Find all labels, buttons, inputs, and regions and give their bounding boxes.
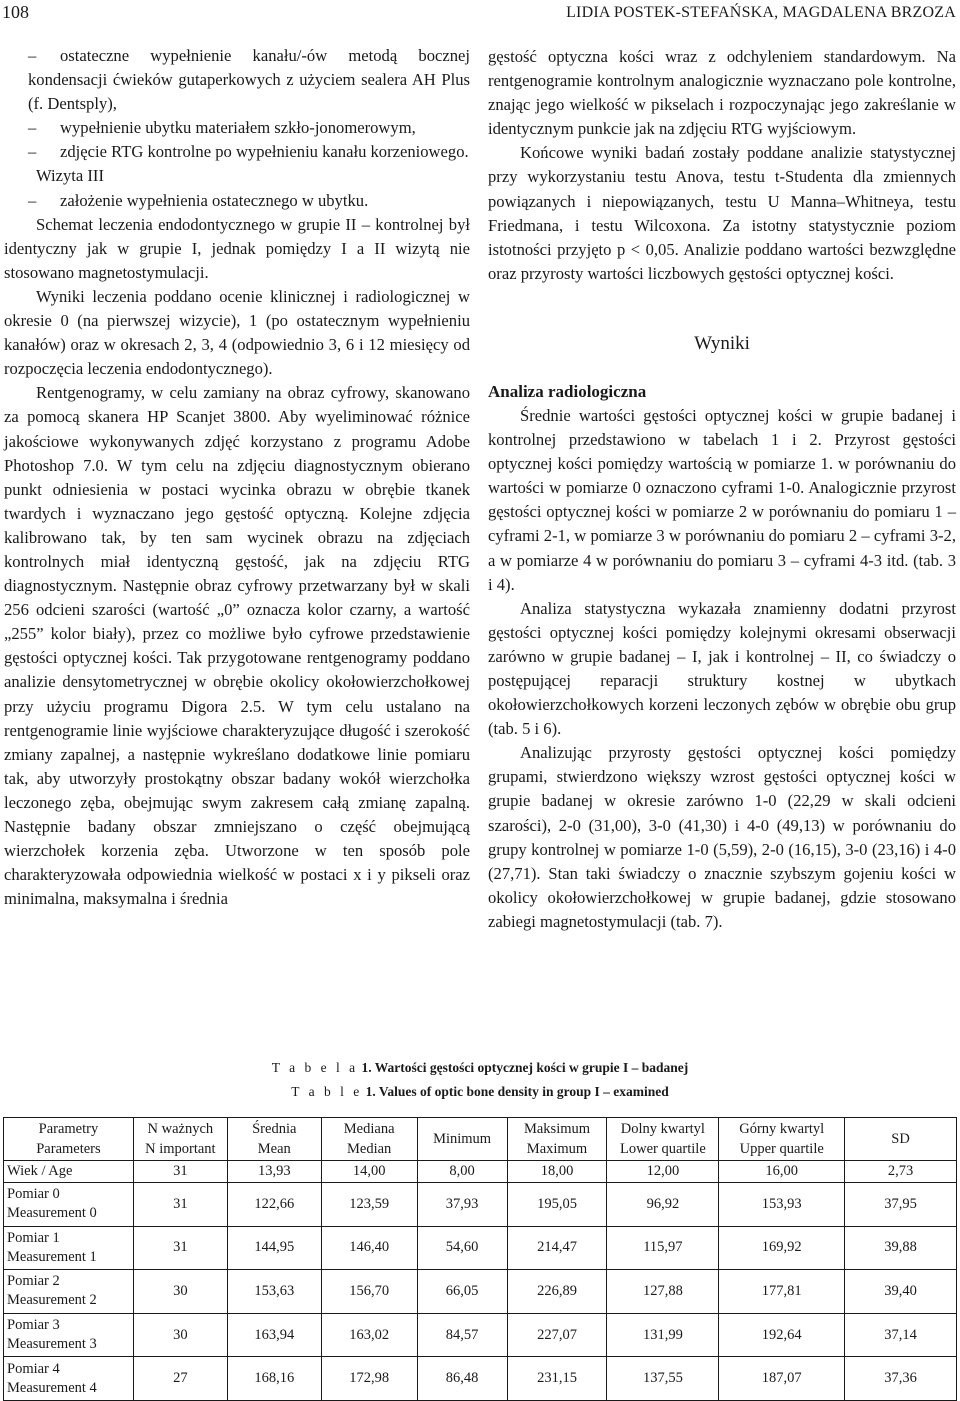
table-cell: 177,81 bbox=[719, 1270, 845, 1314]
table-cell: 96,92 bbox=[607, 1183, 719, 1227]
column-header: Minimum bbox=[417, 1118, 507, 1161]
table-cell: 39,40 bbox=[845, 1270, 957, 1314]
list-item: – założenie wypełnienia ostatecznego w ubytku. bbox=[4, 189, 470, 213]
column-header: N ważnych N important bbox=[133, 1118, 227, 1161]
table-cell: 30 bbox=[133, 1270, 227, 1314]
data-table bbox=[3, 1117, 957, 1401]
table-cell: 127,88 bbox=[607, 1270, 719, 1314]
table-cell: 153,63 bbox=[227, 1270, 321, 1314]
table-cell: 37,93 bbox=[417, 1183, 507, 1227]
list-item: – ostateczne wypełnienie kanału/-ów metodą bocznej kondensacji ćwieków gutaperkowych z użyciem sealera AH Plus (f. Dentsply), bbox=[4, 44, 470, 116]
row-label: Pomiar 1 Measurement 1 bbox=[4, 1226, 134, 1270]
caption-english bbox=[0, 1080, 960, 1104]
table-header-row bbox=[4, 1118, 957, 1161]
table-cell: 39,88 bbox=[845, 1226, 957, 1270]
body-paragraph: Schemat leczenia endodontycznego w grupie II – kontrolnej był identyczny jak w grupie I, jednak pomiędzy I a II wizytą nie stosowano magnetostymulacji. bbox=[4, 214, 470, 282]
table-cell: 172,98 bbox=[321, 1357, 417, 1401]
column-header: Maksimum Maximum bbox=[507, 1118, 607, 1161]
table-cell: 86,48 bbox=[417, 1357, 507, 1401]
body-paragraph: Średnie wartości gęstości optycznej kości w grupie badanej i kontrolnej przedstawiono w tabelach 1 i 2. Przyrost gęstości optycznej kości pomiędzy wartością w pomiarze 1. w porównaniu do wartości w pomiarze 0 oznaczono cyframi 1-0. Analogicznie przyrost gęstości optycznej kości w pomiarze 2 w porównaniu do pomiaru 1 – cyframi 2-1, w pomiarze 3 w porównaniu do pomiaru 2 – cyframi 3-2, a w pomiarze 4 w porównaniu do pomiaru 3 – cyframi 4-3 itd. (tab. 3 i 4). bbox=[488, 405, 956, 594]
subsection-heading: Analiza radiologiczna bbox=[488, 381, 647, 401]
table-cell: 226,89 bbox=[507, 1270, 607, 1314]
table-cell: 168,16 bbox=[227, 1357, 321, 1401]
table-cell: 169,92 bbox=[719, 1226, 845, 1270]
table-cell: 163,02 bbox=[321, 1313, 417, 1357]
table-row bbox=[4, 1183, 957, 1227]
page-number: 108 bbox=[2, 2, 29, 22]
table-row bbox=[4, 1313, 957, 1357]
table-caption bbox=[0, 1056, 960, 1104]
table-cell: 144,95 bbox=[227, 1226, 321, 1270]
table-cell: 16,00 bbox=[719, 1161, 845, 1183]
table-cell: 115,97 bbox=[607, 1226, 719, 1270]
running-head: LIDIA POSTEK-STEFAŃSKA, MAGDALENA BRZOZA bbox=[566, 4, 956, 21]
table-cell: 18,00 bbox=[507, 1161, 607, 1183]
page-header bbox=[0, 0, 960, 30]
table-cell: 153,93 bbox=[719, 1183, 845, 1227]
list-item: – zdjęcie RTG kontrolne po wypełnieniu kanału korzeniowego. bbox=[4, 140, 470, 164]
table-cell: 31 bbox=[133, 1161, 227, 1183]
dash-marker: – bbox=[28, 46, 37, 65]
column-header: Górny kwartyl Upper quartile bbox=[719, 1118, 845, 1161]
table-cell: 37,95 bbox=[845, 1183, 957, 1227]
left-column bbox=[4, 44, 470, 911]
body-paragraph: Końcowe wyniki badań zostały poddane analizie statystycznej przy wykorzystaniu testu Anova, testu t-Studenta dla zmiennych powiązanych i niepowiązanych, testu U Manna–Whitneya, testu Friedmana, i testu Wilcoxona. Za istotny statystycznie poziom istotności przyjęto p < 0,05. Analizie poddano wartości bezwzględne oraz przyrosty wartości liczbowych gęstości optycznej kości. bbox=[488, 143, 956, 283]
table-cell: 131,99 bbox=[607, 1313, 719, 1357]
table-cell: 192,64 bbox=[719, 1313, 845, 1357]
table-cell: 54,60 bbox=[417, 1226, 507, 1270]
table-cell: 37,14 bbox=[845, 1313, 957, 1357]
dash-marker: – bbox=[28, 118, 37, 138]
table-cell: 84,57 bbox=[417, 1313, 507, 1357]
body-paragraph: Analizując przyrosty gęstości optycznej kości pomiędzy grupami, stwierdzono większy wzrost gęstości optycznej kości w grupie badanej w okresie zarówno 1-0 (22,29 w skali odcieni szarości), 2-0 (31,00), 3-0 (41,30) i 4-0 (49,13) w porównaniu do grupy kontrolnej w pomiarze 1-0 (5,59), 2-0 (16,15), 3-0 (23,16) i 4-0 (27,71). Stan taki świadczy o znacznie szybszym gojeniu kości w okolicy okołowierzchołkowej w grupie badanej, gdzie stosowano zabiegi magnetostymulacji (tab. 7). bbox=[488, 743, 956, 931]
body-paragraph: Wyniki leczenia poddano ocenie klinicznej i radiologicznej w okresie 0 (na pierwszej wizycie), 1 (po ostatecznym wypełnieniu kanałów) oraz w okresach 2, 3, 4 (odpowiednio 3, 6 i 12 miesięcy od rozpoczęcia leczenia endodontycznego). bbox=[4, 286, 470, 379]
table-cell: 8,00 bbox=[417, 1161, 507, 1183]
row-label: Pomiar 4 Measurement 4 bbox=[4, 1357, 134, 1401]
row-label: Pomiar 3 Measurement 3 bbox=[4, 1313, 134, 1357]
caption-text: 1. Wartości gęstości optycznej kości w grupie I – badanej bbox=[361, 1060, 689, 1075]
table-row bbox=[4, 1226, 957, 1270]
table-cell: 163,94 bbox=[227, 1313, 321, 1357]
column-header: Mediana Median bbox=[321, 1118, 417, 1161]
column-header: Dolny kwartyl Lower quartile bbox=[607, 1118, 719, 1161]
right-column bbox=[488, 45, 956, 934]
caption-text: 1. Values of optic bone density in group I – examined bbox=[365, 1084, 669, 1099]
table-cell: 30 bbox=[133, 1313, 227, 1357]
table-cell: 123,59 bbox=[321, 1183, 417, 1227]
table-cell: 66,05 bbox=[417, 1270, 507, 1314]
row-label: Pomiar 2 Measurement 2 bbox=[4, 1270, 134, 1314]
table-cell: 146,40 bbox=[321, 1226, 417, 1270]
table-cell: 14,00 bbox=[321, 1161, 417, 1183]
table-cell: 195,05 bbox=[507, 1183, 607, 1227]
body-paragraph: Analiza statystyczna wykazała znamienny dodatni przyrost gęstości optycznej kości pomiędzy kolejnymi okresami obserwacji zarówno w grupie badanej – I, jak i kontrolnej – II, co świadczy o postępującej reparacji struktury kostnej w ubytkach okołowierzchołkowych korzeni leczonych zębów w obrębie obu grup (tab. 5 i 6). bbox=[488, 598, 956, 739]
table-cell: 31 bbox=[133, 1183, 227, 1227]
table-cell: 37,36 bbox=[845, 1357, 957, 1401]
table-cell: 122,66 bbox=[227, 1183, 321, 1227]
table-cell: 156,70 bbox=[321, 1270, 417, 1314]
body-paragraph: gęstość optyczna kości wraz z odchyleniem standardowym. Na rentgenogramie kontrolnym analogicznie wyznaczano pole kontrolne, znając jego wielkość w pikselach i rozpoczynając jego zakreślanie w identycznym punkcie jak na zdjęciu RTG wyjściowym. bbox=[488, 47, 956, 139]
caption-label: T a b l e bbox=[291, 1084, 363, 1099]
table-cell: 137,55 bbox=[607, 1357, 719, 1401]
caption-label: T a b e l a bbox=[271, 1060, 359, 1075]
table-cell: 27 bbox=[133, 1357, 227, 1401]
table-cell: 13,93 bbox=[227, 1161, 321, 1183]
caption-polish bbox=[0, 1056, 960, 1080]
row-label: Pomiar 0 Measurement 0 bbox=[4, 1183, 134, 1227]
table-cell: 2,73 bbox=[845, 1161, 957, 1183]
dash-marker: – bbox=[28, 142, 37, 162]
column-header: SD bbox=[845, 1118, 957, 1161]
column-header: Średnia Mean bbox=[227, 1118, 321, 1161]
table-cell: 231,15 bbox=[507, 1357, 607, 1401]
column-header: Parametry Parameters bbox=[4, 1118, 134, 1161]
table-body bbox=[4, 1161, 957, 1401]
section-heading: Wyniki bbox=[694, 332, 750, 354]
table-row bbox=[4, 1161, 957, 1183]
table-row bbox=[4, 1357, 957, 1401]
body-paragraph: Rentgenogramy, w celu zamiany na obraz cyfrowy, skanowano za pomocą skanera HP Scanjet 3800. Aby wyeliminować różnice jakościowe wykonywanych zdjęć korzystano z programu Adobe Photoshop 7.0. W tym celu na zdjęciu diagnostycznym obierano punkt odniesienia w postaci wycinka obrazu w obrębie tkanek twardych i wyznaczano jego gęstość optyczną. Kolejne zdjęcia kalibrowano tak, by ten sam wycinek obrazu na zdjęciach kontrolnych miał identyczną gęstość, jak na zdjęciu RTG diagnostycznym. Następnie obraz cyfrowy przetwarzany był w skali 256 odcieni szarości (wartość „0” oznacza kolor czarny, a wartość „255” kolor biały), przez co możliwe było cyfrowe przedstawienie gęstości optycznej kości. Tak przygotowane rentgenogramy poddano analizie densytometrycznej w obrębie okolicy okołowierzchołkowej przy użyciu programu Digora 2.5. W tym celu ustalano na rentgenogramie linie wyjściowe charakteryzujące długość i szerokość zmiany zapalnej, a następnie wykreślano dodatkowe linie pomiaru tak, aby utworzyły prostokątny obszar badany wokół wierzchołka leczonego zęba, obejmując swym zakresem całą zmianę zapalną. Następnie badany obszar zmniejszano o część obejmującą wierzchołek korzenia zęba. Utworzone w ten sposób pole charakteryzowała odpowiednia wielkość w postaci x i y pikseli oraz minimalna, maksymalna i średnia bbox=[4, 383, 470, 909]
visit-label: Wizyta III bbox=[36, 166, 104, 186]
table-cell: 31 bbox=[133, 1226, 227, 1270]
table-cell: 12,00 bbox=[607, 1161, 719, 1183]
row-label: Wiek / Age bbox=[4, 1161, 134, 1183]
table-cell: 214,47 bbox=[507, 1226, 607, 1270]
table-cell: 187,07 bbox=[719, 1357, 845, 1401]
list-item: – wypełnienie ubytku materiałem szkło-jonomerowym, bbox=[4, 116, 470, 140]
dash-marker: – bbox=[28, 190, 37, 210]
table-row bbox=[4, 1270, 957, 1314]
table-cell: 227,07 bbox=[507, 1313, 607, 1357]
